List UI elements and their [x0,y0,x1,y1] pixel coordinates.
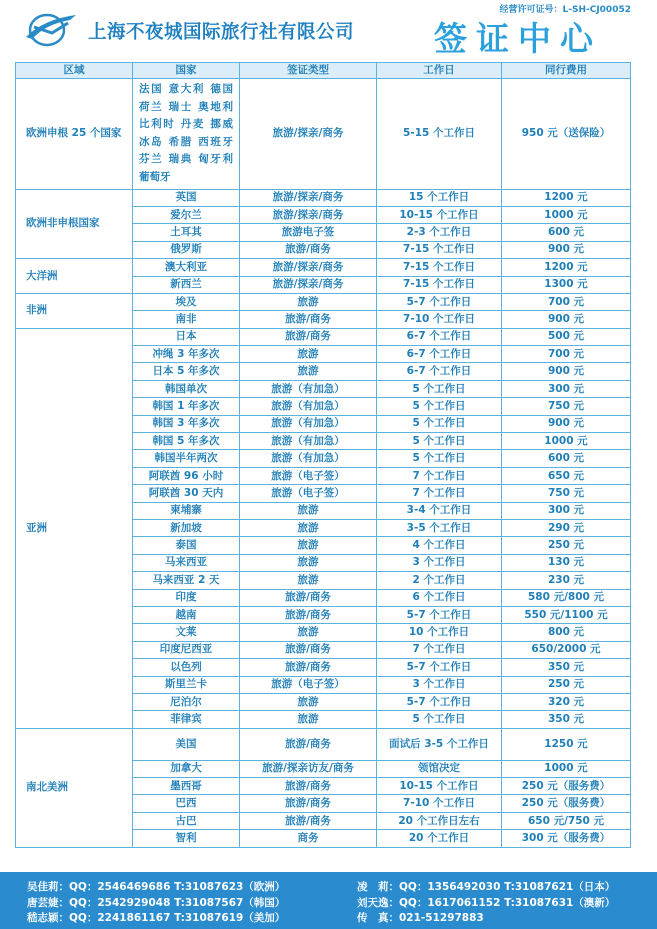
company-name: 上海不夜城国际旅行社有限公司 [88,22,355,43]
country-cell: 印度 [133,589,240,606]
fee-cell: 1000 元 [502,760,631,777]
fee-cell: 580 元/800 元 [502,589,631,606]
visa-type-cell: 旅游/商务 [240,311,377,328]
visa-type-cell: 旅游 [240,537,377,554]
work-days-cell: 10-15 个工作日 [377,778,502,795]
country-cell: 柬埔寨 [133,502,240,519]
fee-cell: 300 元 [502,502,631,519]
visa-type-cell: 旅游 [240,572,377,589]
fee-cell: 600 元 [502,450,631,467]
region-cell: 大洋洲 [16,259,133,294]
column-header: 同行费用 [502,63,631,79]
license-number: 经营许可证号：L-SH-CJ00052 [499,5,631,15]
country-cell: 斯里兰卡 [133,676,240,693]
work-days-cell: 7 个工作日 [377,485,502,502]
table-header-row [16,63,631,79]
country-cell: 澳大利亚 [133,259,240,276]
country-cell: 日本 5 年多次 [133,363,240,380]
contact-line: 吴佳莉：QQ：2546469686 T:31087623（欧洲） [27,881,286,893]
country-cell: 韩国 5 年多次 [133,433,240,450]
country-cell: 泰国 [133,537,240,554]
fee-cell: 650/2000 元 [502,641,631,658]
country-cell: 加拿大 [133,760,240,777]
visa-type-cell: 旅游 [240,502,377,519]
fee-cell: 250 元（服务费） [502,778,631,795]
work-days-cell: 5 个工作日 [377,433,502,450]
work-days-cell: 3-4 个工作日 [377,502,502,519]
work-days-cell: 7 个工作日 [377,467,502,484]
work-days-cell: 5 个工作日 [377,415,502,432]
fee-cell: 750 元 [502,398,631,415]
work-days-cell: 3 个工作日 [377,554,502,571]
country-cell: 古巴 [133,812,240,829]
fee-cell: 350 元 [502,711,631,728]
fee-cell: 320 元 [502,693,631,710]
work-days-cell: 6-7 个工作日 [377,346,502,363]
company-logo-icon [20,11,80,49]
work-days-cell: 5-7 个工作日 [377,293,502,310]
country-cell: 墨西哥 [133,778,240,795]
work-days-cell: 6-7 个工作日 [377,363,502,380]
visa-type-cell: 旅游 [240,363,377,380]
table-row [16,189,631,206]
visa-type-cell: 旅游/探亲/商务 [240,206,377,223]
fee-cell: 1200 元 [502,259,631,276]
fee-cell: 750 元 [502,485,631,502]
country-cell: 爱尔兰 [133,206,240,223]
fee-cell: 900 元 [502,415,631,432]
visa-type-cell: 旅游/商务 [240,589,377,606]
visa-type-cell: 旅游（有加急） [240,398,377,415]
table-row [16,293,631,310]
work-days-cell: 4 个工作日 [377,537,502,554]
country-cell: 文莱 [133,624,240,641]
work-days-cell: 5 个工作日 [377,450,502,467]
region-cell: 南北美洲 [16,728,133,847]
country-cell: 越南 [133,606,240,623]
work-days-cell: 5-7 个工作日 [377,659,502,676]
fax-line: 传 真：021-51297883 [357,912,484,924]
fee-cell: 700 元 [502,293,631,310]
country-cell: 南非 [133,311,240,328]
table-row [16,728,631,760]
country-cell: 印度尼西亚 [133,641,240,658]
visa-type-cell: 旅游（电子签） [240,467,377,484]
fee-cell: 250 元 [502,537,631,554]
visa-type-cell: 旅游/商务 [240,328,377,345]
work-days-cell: 7 个工作日 [377,641,502,658]
fee-cell: 1000 元 [502,433,631,450]
fee-cell: 900 元 [502,363,631,380]
fee-cell: 1300 元 [502,276,631,293]
work-days-cell: 7-10 个工作日 [377,311,502,328]
country-cell: 韩国半年两次 [133,450,240,467]
contact-footer [0,872,657,929]
fee-cell: 900 元 [502,311,631,328]
visa-type-cell: 旅游（电子签） [240,676,377,693]
work-days-cell: 3 个工作日 [377,676,502,693]
work-days-cell: 2 个工作日 [377,572,502,589]
country-cell: 法国 意大利 德国 荷兰 瑞士 奥地利 比利时 丹麦 挪威 冰岛 希腊 西班牙 芬兰 瑞典 匈牙利 葡萄牙 [133,79,240,190]
work-days-cell: 20 个工作日左右 [377,812,502,829]
visa-type-cell: 旅游（有加急） [240,433,377,450]
visa-type-cell: 旅游/商务 [240,812,377,829]
work-days-cell: 2-3 个工作日 [377,224,502,241]
region-cell: 亚洲 [16,328,133,728]
visa-type-cell: 旅游 [240,554,377,571]
fee-cell: 1000 元 [502,206,631,223]
contact-line: 唐芸婕：QQ：2542929048 T:31087567（韩国） [27,897,286,909]
visa-type-cell: 旅游（电子签） [240,485,377,502]
fee-cell: 500 元 [502,328,631,345]
fee-cell: 650 元/750 元 [502,812,631,829]
visa-type-cell: 旅游/探亲/商务 [240,259,377,276]
column-header: 签证类型 [240,63,377,79]
work-days-cell: 10 个工作日 [377,624,502,641]
country-cell: 韩国 3 年多次 [133,415,240,432]
column-header: 区域 [16,63,133,79]
country-cell: 美国 [133,728,240,760]
work-days-cell: 6-7 个工作日 [377,328,502,345]
visa-type-cell: 商务 [240,830,377,847]
fee-cell: 250 元（服务费） [502,795,631,812]
work-days-cell: 面试后 3-5 个工作日 [377,728,502,760]
country-cell: 韩国单次 [133,380,240,397]
fee-cell: 300 元 [502,380,631,397]
country-cell: 英国 [133,189,240,206]
work-days-cell: 7-15 个工作日 [377,276,502,293]
visa-type-cell: 旅游/商务 [240,641,377,658]
visa-type-cell: 旅游 [240,519,377,536]
region-cell: 欧洲申根 25 个国家 [16,79,133,190]
table-row [16,328,631,345]
country-cell: 日本 [133,328,240,345]
visa-type-cell: 旅游/商务 [240,606,377,623]
work-days-cell: 15 个工作日 [377,189,502,206]
region-cell: 非洲 [16,293,133,328]
visa-type-cell: 旅游/商务 [240,778,377,795]
visa-type-cell: 旅游 [240,346,377,363]
work-days-cell: 7-15 个工作日 [377,241,502,258]
fee-cell: 950 元（送保险） [502,79,631,190]
fee-cell: 550 元/1100 元 [502,606,631,623]
visa-type-cell: 旅游/商务 [240,728,377,760]
country-cell: 土耳其 [133,224,240,241]
visa-type-cell: 旅游（有加急） [240,450,377,467]
visa-type-cell: 旅游/探亲/商务 [240,79,377,190]
country-cell: 智利 [133,830,240,847]
table-row [16,259,631,276]
visa-type-cell: 旅游/商务 [240,795,377,812]
visa-type-cell: 旅游 [240,693,377,710]
work-days-cell: 5 个工作日 [377,380,502,397]
fee-cell: 300 元（服务费） [502,830,631,847]
country-cell: 巴西 [133,795,240,812]
country-cell: 新西兰 [133,276,240,293]
country-cell: 菲律宾 [133,711,240,728]
fee-cell: 650 元 [502,467,631,484]
fee-cell: 600 元 [502,224,631,241]
work-days-cell: 领馆决定 [377,760,502,777]
column-header: 工作日 [377,63,502,79]
fee-cell: 290 元 [502,519,631,536]
visa-type-cell: 旅游（有加急） [240,380,377,397]
visa-type-cell: 旅游/探亲/商务 [240,276,377,293]
visa-type-cell: 旅游 [240,711,377,728]
country-cell: 尼泊尔 [133,693,240,710]
work-days-cell: 6 个工作日 [377,589,502,606]
contact-line: 凌 莉：QQ：1356492030 T:31087621（日本） [357,881,616,893]
visa-type-cell: 旅游/商务 [240,659,377,676]
fee-cell: 1250 元 [502,728,631,760]
visa-type-cell: 旅游 [240,624,377,641]
country-cell: 韩国 1 年多次 [133,398,240,415]
work-days-cell: 5-7 个工作日 [377,693,502,710]
work-days-cell: 5 个工作日 [377,711,502,728]
fee-cell: 800 元 [502,624,631,641]
visa-type-cell: 旅游（有加急） [240,415,377,432]
country-cell: 埃及 [133,293,240,310]
country-cell: 俄罗斯 [133,241,240,258]
work-days-cell: 5-15 个工作日 [377,79,502,190]
fee-cell: 250 元 [502,676,631,693]
work-days-cell: 5-7 个工作日 [377,606,502,623]
fee-cell: 130 元 [502,554,631,571]
visa-type-cell: 旅游电子签 [240,224,377,241]
country-cell: 冲绳 3 年多次 [133,346,240,363]
country-cell: 阿联酋 30 天内 [133,485,240,502]
work-days-cell: 20 个工作日 [377,830,502,847]
fee-cell: 350 元 [502,659,631,676]
visa-price-table [15,62,630,848]
visa-center-title: 签证中心 [434,19,602,58]
table-row [16,79,631,190]
fee-cell: 1200 元 [502,189,631,206]
fee-cell: 230 元 [502,572,631,589]
work-days-cell: 5 个工作日 [377,398,502,415]
country-cell: 马来西亚 2 天 [133,572,240,589]
work-days-cell: 7-10 个工作日 [377,795,502,812]
visa-type-cell: 旅游/探亲/商务 [240,189,377,206]
visa-type-cell: 旅游/探亲访友/商务 [240,760,377,777]
contact-line: 刘天逸：QQ：1617061152 T:31087631（澳新） [357,897,616,909]
work-days-cell: 7-15 个工作日 [377,259,502,276]
contact-line: 嵇志颖：QQ：2241861167 T:31087619（美加） [27,912,286,924]
country-cell: 马来西亚 [133,554,240,571]
work-days-cell: 10-15 个工作日 [377,206,502,223]
fee-cell: 700 元 [502,346,631,363]
work-days-cell: 3-5 个工作日 [377,519,502,536]
country-cell: 以色列 [133,659,240,676]
visa-type-cell: 旅游 [240,293,377,310]
visa-type-cell: 旅游/商务 [240,241,377,258]
country-cell: 新加坡 [133,519,240,536]
column-header: 国家 [133,63,240,79]
country-cell: 阿联酋 96 小时 [133,467,240,484]
region-cell: 欧洲非申根国家 [16,189,133,259]
fee-cell: 900 元 [502,241,631,258]
